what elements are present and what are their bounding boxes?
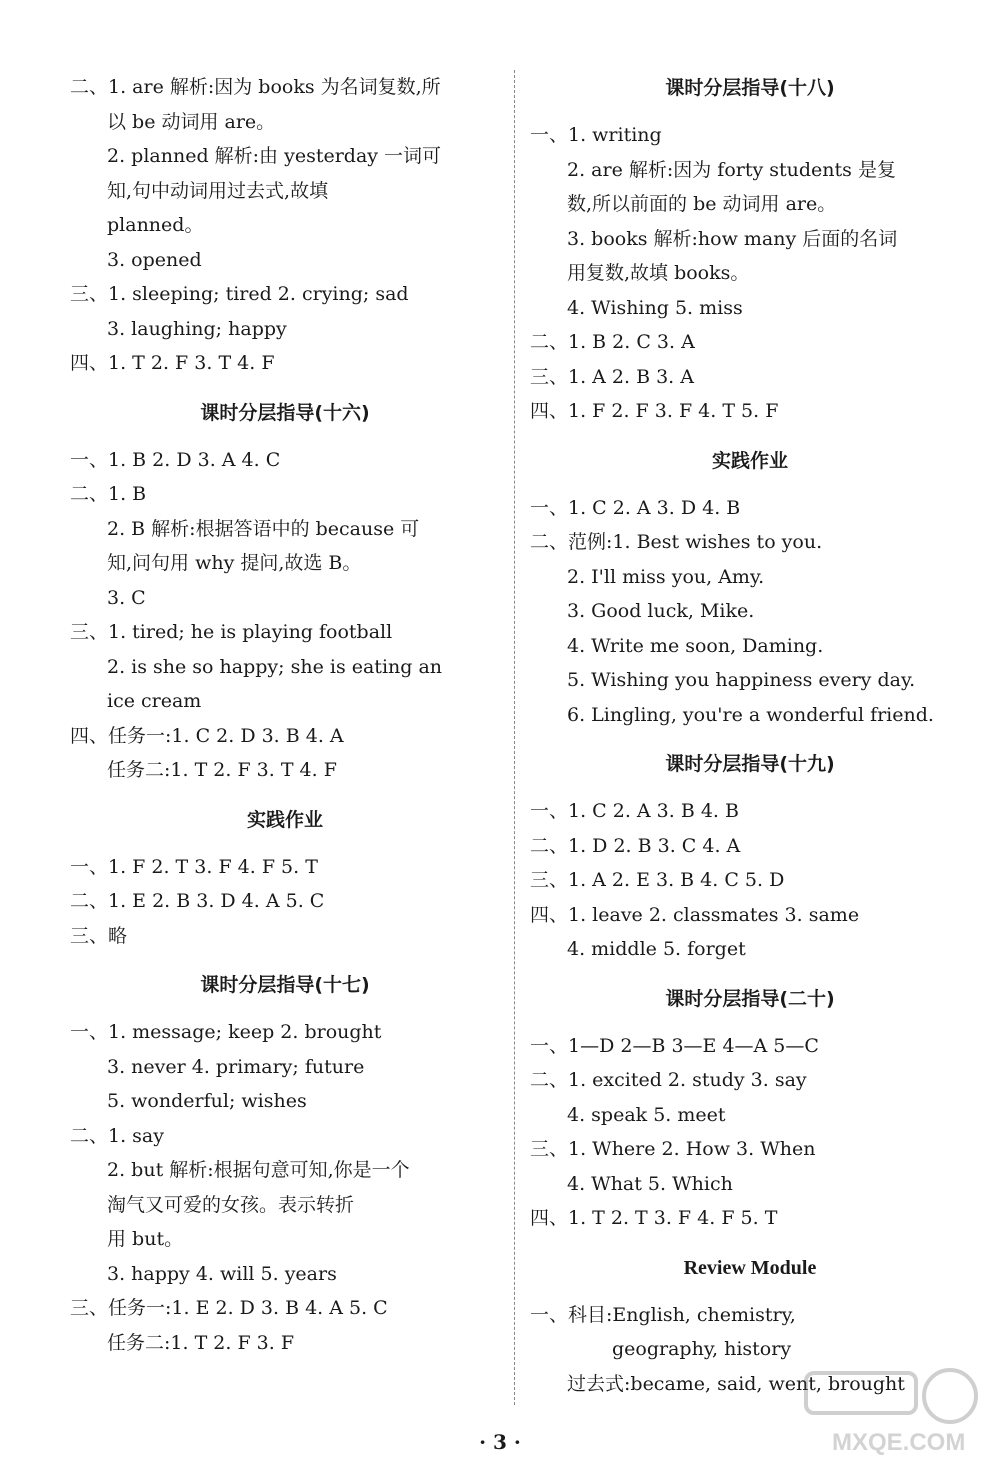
answer-line: 2. but 解析:根据句意可知,你是一个 — [107, 1159, 410, 1181]
answer-line: 三、1. tired; he is playing football — [70, 621, 393, 643]
answer-line: 一、1. writing — [530, 124, 662, 146]
section-heading: Review Module — [683, 1256, 817, 1279]
answer-line: 四、1. T 2. T 3. F 4. F 5. T — [530, 1207, 778, 1229]
section-heading: 课时分层指导(十六) — [200, 401, 370, 424]
answer-line: 二、1. E 2. B 3. D 4. A 5. C — [70, 890, 325, 912]
answer-line: 3. laughing; happy — [107, 317, 287, 340]
answer-line: 一、1. message; keep 2. brought — [70, 1021, 382, 1043]
answer-line: 淘气又可爱的女孩。表示转折 — [107, 1193, 355, 1216]
answer-line: 4. Write me soon, Daming. — [567, 634, 824, 657]
section-heading: 课时分层指导(十八) — [665, 77, 835, 99]
answer-line: 二、1. B 2. C 3. A — [530, 331, 695, 353]
answer-line: 3. opened — [107, 248, 202, 271]
page-number: · 3 · — [479, 1430, 521, 1454]
answer-line: 5. Wishing you happiness every day. — [567, 669, 916, 691]
answer-line: 一、1. B 2. D 3. A 4. C — [70, 448, 281, 471]
answer-line: 一、科目:English, chemistry, — [530, 1303, 796, 1326]
answer-line: 四、1. T 2. F 3. T 4. F — [70, 352, 275, 374]
answer-line: 二、1. say — [70, 1124, 164, 1147]
answer-line: 用 but。 — [107, 1228, 184, 1250]
answer-line: 三、略 — [70, 924, 128, 947]
answer-line: ice cream — [107, 690, 202, 712]
section-heading: 课时分层指导(二十) — [665, 987, 835, 1010]
answer-line: 一、1. C 2. A 3. B 4. B — [530, 800, 739, 822]
answer-line: 任务二:1. T 2. F 3. T 4. F — [107, 759, 337, 781]
answer-line: 三、1. A 2. B 3. A — [530, 365, 694, 388]
watermark-text: MXQE.COM — [832, 1429, 966, 1456]
answer-line: 三、1. Where 2. How 3. When — [530, 1138, 816, 1160]
answer-line: 一、1. C 2. A 3. D 4. B — [530, 496, 741, 519]
answer-line: 四、1. leave 2. classmates 3. same — [530, 903, 860, 926]
answer-line: 三、1. sleeping; tired 2. crying; sad — [70, 283, 409, 305]
answer-line: 四、任务一:1. C 2. D 3. B 4. A — [70, 724, 344, 747]
answer-line: 二、1. excited 2. study 3. say — [530, 1069, 807, 1091]
answer-line: 以 be 动词用 are。 — [107, 110, 276, 133]
answer-line: 4. speak 5. meet — [567, 1103, 726, 1126]
answer-line: 4. middle 5. forget — [567, 938, 746, 960]
answer-line: 三、任务一:1. E 2. D 3. B 4. A 5. C — [70, 1297, 388, 1319]
answer-line: 2. I'll miss you, Amy. — [567, 565, 765, 588]
section-heading: 实践作业 — [711, 449, 788, 472]
answer-line: 6. Lingling, you're a wonderful friend. — [567, 703, 934, 726]
answer-line: 二、1. D 2. B 3. C 4. A — [530, 834, 741, 857]
answer-line: 知,问句用 why 提问,故选 B。 — [107, 552, 362, 574]
answer-line: 四、1. F 2. F 3. F 4. T 5. F — [530, 400, 779, 422]
answer-line: 2. are 解析:因为 forty students 是复 — [567, 158, 896, 181]
section-heading: 课时分层指导(十九) — [665, 753, 835, 775]
answer-line: 2. planned 解析:由 yesterday 一词可 — [107, 145, 442, 167]
answer-line: 3. books 解析:how many 后面的名词 — [567, 227, 898, 250]
section-heading: 实践作业 — [246, 808, 323, 831]
answer-line: 知,句中动词用过去式,故填 — [107, 179, 329, 202]
answer-line: 5. wonderful; wishes — [107, 1090, 307, 1112]
answer-line: 3. happy 4. will 5. years — [107, 1262, 337, 1285]
answer-line: planned。 — [107, 214, 204, 236]
answer-line: geography, history — [612, 1338, 792, 1360]
answer-line: 任务二:1. T 2. F 3. F — [107, 1331, 295, 1354]
column-divider — [514, 70, 515, 1405]
answer-line: 3. C — [107, 586, 146, 609]
answer-line: 3. never 4. primary; future — [107, 1055, 365, 1078]
answer-line: 2. B 解析:根据答语中的 because 可 — [107, 517, 420, 540]
answer-line: 过去式:became, said, went, brought — [567, 1372, 905, 1395]
answer-line: 二、1. B — [70, 483, 147, 505]
section-heading: 课时分层指导(十七) — [200, 974, 370, 996]
answer-line: 数,所以前面的 be 动词用 are。 — [567, 193, 837, 215]
answer-line: 三、1. A 2. E 3. B 4. C 5. D — [530, 869, 785, 891]
right-column — [530, 70, 970, 1401]
answer-line: 3. Good luck, Mike. — [567, 600, 755, 622]
answer-line: 一、1—D 2—B 3—E 4—A 5—C — [530, 1034, 819, 1057]
answer-line: 4. What 5. Which — [567, 1172, 733, 1195]
answer-line: 用复数,故填 books。 — [567, 262, 750, 284]
left-column — [70, 70, 500, 1360]
answer-line: 2. is she so happy; she is eating an — [107, 655, 443, 678]
answer-line: 二、范例:1. Best wishes to you. — [530, 531, 823, 553]
answer-line: 二、1. are 解析:因为 books 为名词复数,所 — [70, 76, 441, 98]
answer-line: 一、1. F 2. T 3. F 4. F 5. T — [70, 855, 318, 878]
answer-line: 4. Wishing 5. miss — [567, 296, 743, 319]
